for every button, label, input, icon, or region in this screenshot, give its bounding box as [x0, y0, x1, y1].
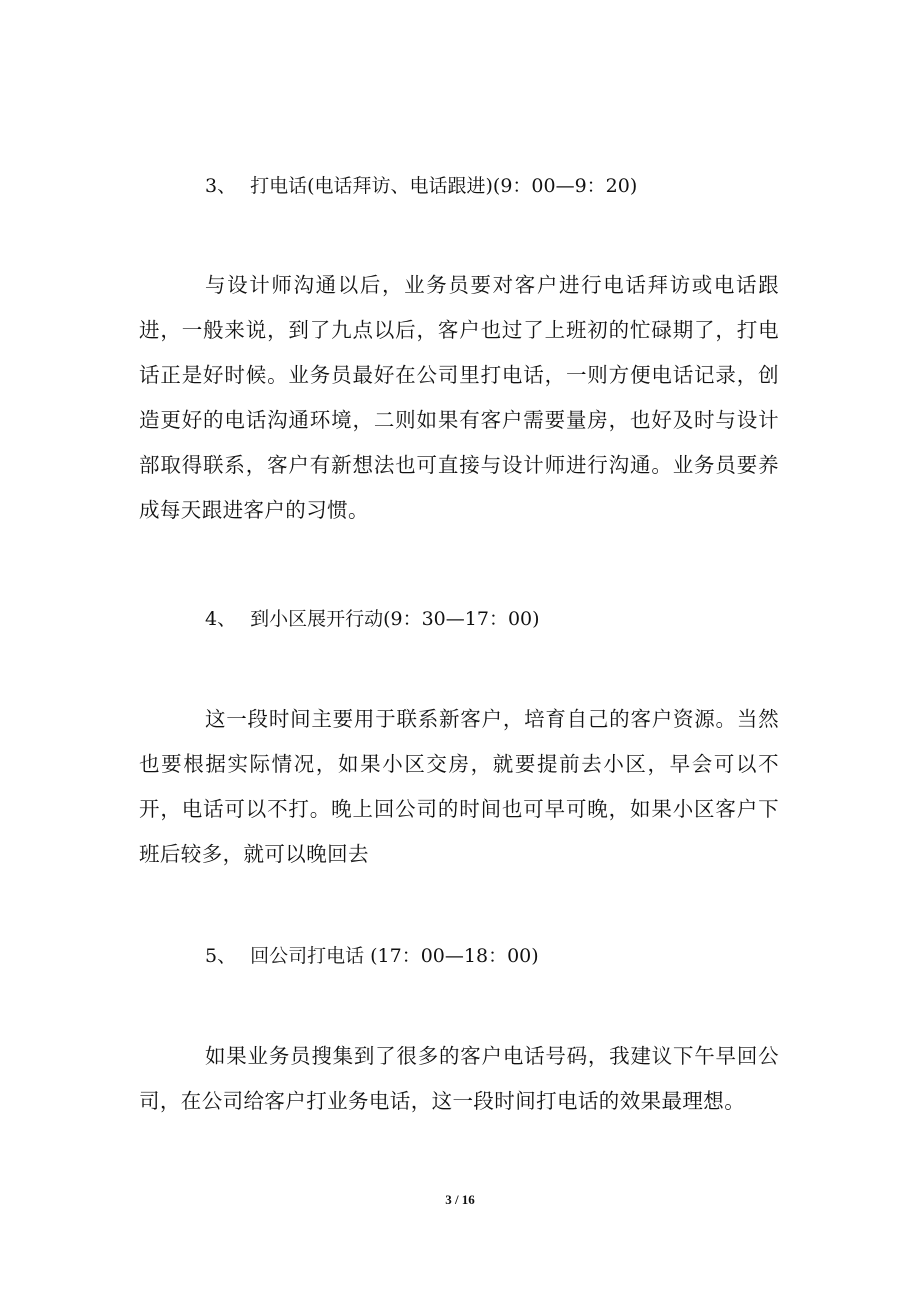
section-4-title: 到小区展开行动(9：30—17：00) [250, 608, 540, 630]
section-4-heading [205, 605, 540, 633]
section-3-heading [205, 172, 637, 200]
section-5-paragraph: 如果业务员搜集到了很多的客户电话号码，我建议下午早回公司，在公司给客户打业务电话，这一段时间打电话的效果最理想。 [139, 1044, 779, 1113]
section-5-number: 5、 [205, 945, 237, 967]
section-3-title: 打电话(电话拜访、电话跟进)(9：00—9：20) [250, 175, 638, 197]
section-3-paragraph: 与设计师沟通以后，业务员要对客户进行电话拜访或电话跟进，一般来说，到了九点以后，客户也过了上班初的忙碌期了，打电话正是好时候。业务员最好在公司里打电话，一则方便电话记录，创造更好的电话沟通环境，二则如果有客户需要量房，也好及时与设计部取得联系，客户有新想法也可直接与设计师进行沟通。业务员要养成每天跟进客户的习惯。 [139, 273, 779, 522]
section-3-number: 3、 [205, 175, 237, 197]
page-number: 3 / 16 [445, 1192, 475, 1207]
section-5-title: 回公司打电话 (17：00—18：00) [250, 945, 539, 967]
section-4-number: 4、 [205, 608, 237, 630]
section-4-paragraph: 这一段时间主要用于联系新客户，培育自己的客户资源。当然也要根据实际情况，如果小区交房，就要提前去小区，早会可以不开，电话可以不打。晚上回公司的时间也可早可晚，如果小区客户下班后较多，就可以晚回去 [139, 707, 779, 866]
section-5-heading [205, 942, 539, 970]
